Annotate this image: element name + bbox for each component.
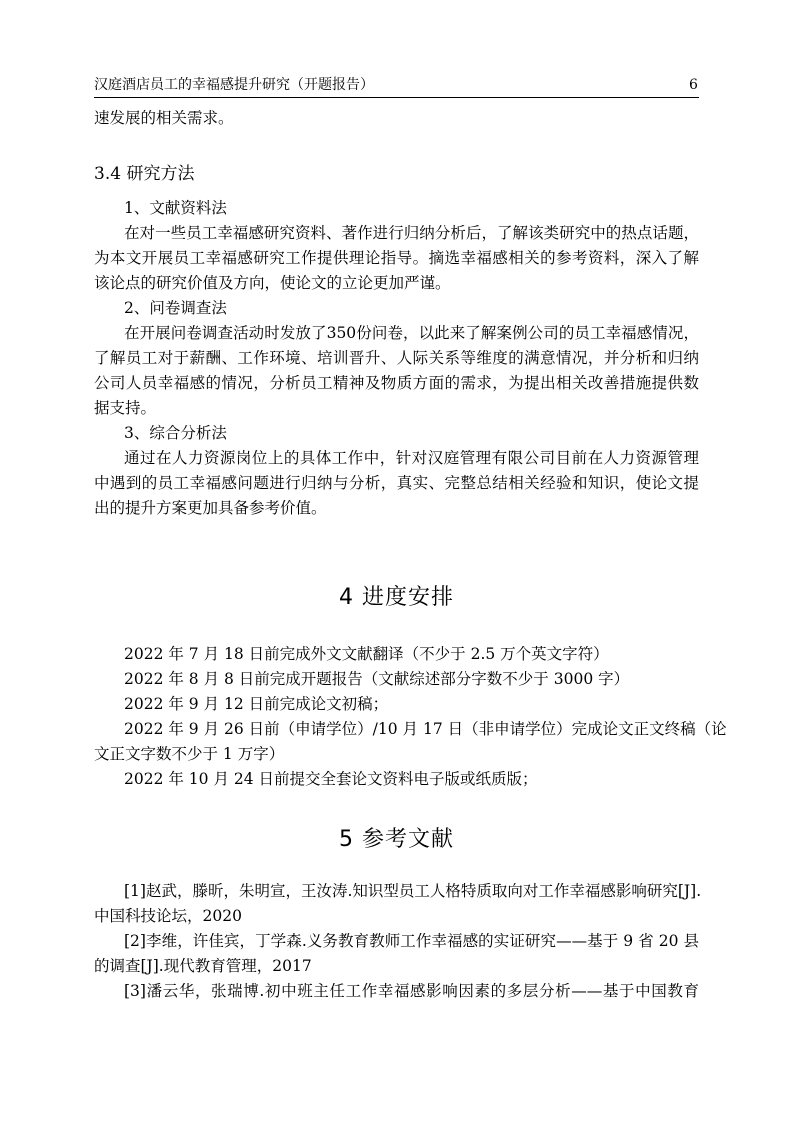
continuation-text: 速发展的相关需求。 — [94, 109, 234, 127]
schedule-line: 2022 年 10 月 24 日前提交全套论文资料电子版或纸质版； — [124, 770, 538, 788]
method-title-questionnaire: 2、问卷调查法 — [124, 299, 227, 317]
schedule-line: 文正文字数不少于 1 万字） — [94, 745, 285, 763]
paragraph-line: 为本文开展员工幸福感研究工作提供理论指导。摘选幸福感相关的参考资料，深入了解 — [94, 249, 699, 267]
paragraph-line: 中遇到的员工幸福感问题进行归纳与分析，真实、完整总结相关经验和知识，使论文提 — [94, 474, 699, 492]
paragraph-line: 据支持。 — [94, 399, 157, 417]
reference-line: 的调查[J].现代教育管理，2017 — [94, 957, 312, 975]
paragraph-line: 该论点的研究价值及方向，使论文的立论更加严谨。 — [94, 274, 451, 292]
method-title-literature: 1、文献资料法 — [124, 199, 227, 217]
paragraph-line: 出的提升方案更加具备参考价值。 — [94, 499, 327, 517]
schedule-line: 2022 年 7 月 18 日前完成外文文献翻译（不少于 2.5 万个英文字符） — [124, 645, 609, 663]
paragraph-line: 了解员工对于薪酬、工作环境、培训晋升、人际关系等维度的满意情况，并分析和归纳 — [94, 349, 699, 367]
running-header-title: 汉庭酒店员工的幸福感提升研究（开题报告） — [94, 77, 374, 93]
reference-line: [3]潘云华，张瑞博.初中班主任工作幸福感影响因素的多层分析——基于中国教育 — [124, 982, 699, 1000]
chapter-heading-references: 5 参考文献 — [339, 827, 454, 852]
reference-line: [2]李维，许佳宾，丁学森.义务教育教师工作幸福感的实证研究——基于 9 省 20 县 — [124, 932, 699, 950]
section-heading-3-4: 3.4 研究方法 — [94, 164, 195, 184]
paragraph-line: 通过在人力资源岗位上的具体工作中，针对汉庭管理有限公司目前在人力资源管理 — [124, 449, 699, 467]
header-rule — [94, 97, 699, 98]
reference-line: 中国科技论坛，2020 — [94, 907, 242, 925]
schedule-line: 2022 年 8 月 8 日前完成开题报告（文献综述部分字数不少于 3000 字） — [124, 670, 630, 688]
page-number: 6 — [689, 77, 698, 93]
paragraph-line: 在开展问卷调查活动时发放了350份问卷，以此来了解案例公司的员工幸福感情况， — [124, 324, 699, 342]
schedule-line: 2022 年 9 月 26 日前（申请学位）/10 月 17 日（非申请学位）完成论文正文终稿（论 — [124, 720, 727, 738]
schedule-line: 2022 年 9 月 12 日前完成论文初稿； — [124, 695, 389, 713]
reference-line: [1]赵武，滕昕，朱明宣，王汝涛.知识型员工人格特质取向对工作幸福感影响研究[J]. — [124, 882, 702, 900]
paragraph-line: 公司人员幸福感的情况，分析员工精神及物质方面的需求，为提出相关改善措施提供数 — [94, 374, 699, 392]
paragraph-line: 在对一些员工幸福感研究资料、著作进行归纳分析后，了解该类研究中的热点话题， — [124, 224, 699, 242]
method-title-comprehensive: 3、综合分析法 — [124, 424, 227, 442]
chapter-heading-schedule: 4 进度安排 — [339, 585, 454, 610]
